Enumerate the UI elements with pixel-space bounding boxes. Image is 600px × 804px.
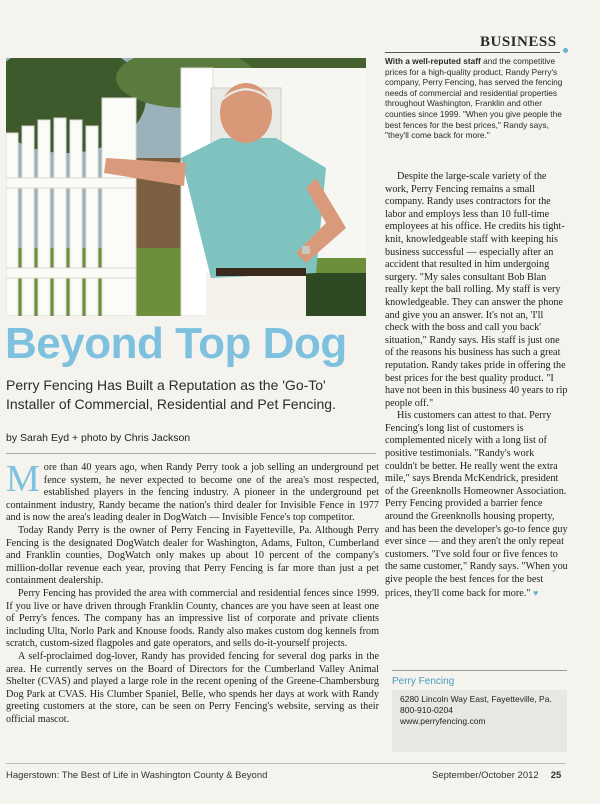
footer-issue: [432, 770, 561, 781]
photo-caption: [385, 56, 565, 141]
info-box: [392, 690, 567, 752]
paragraph: A self-proclaimed dog-lover, Randy has provided fencing for several dog parks in the area. He currently serves on the Board of Directors for the Cumberland Valley Animal Shelter (CVAS) and played a large role in the recent opening of the Greene-Chambersburg Dog Park at CVAS. His Clumber Spaniel, Belle, who spends her days at work with Randy greeting customers at the store, can be seen on Perry Fencing's website, serving as their official mascot.: [6, 650, 379, 725]
section-label: BUSINESS: [480, 34, 557, 50]
article-subhead: Perry Fencing Has Built a Reputation as the 'Go-To' Installer of Commercial, Residential and Pet Fencing.: [6, 377, 336, 412]
section-dot-icon: [563, 48, 568, 53]
info-phone: 800-910-0204: [400, 705, 453, 715]
paragraph: Perry Fencing has provided the area with commercial and residential fences since 1999. If you live or have driven through Franklin County, chances are you have seen at least one of Perry's fences. The company has an impressive list of corporate and private clients including Ulta, Norlo Park and Knouse foods. Randy also makes custom dog kennels from scratch, custom-sized flagpoles and gate operators, and sells do-it-yourself projects.: [6, 587, 379, 650]
info-rule: [392, 670, 567, 671]
footer-rule: [6, 763, 566, 764]
caption-text: and the competitive prices for a high-quality product, Randy Perry's company, Perry Fencing, has served the fencing needs of commercial and residential properties throughout Washington, Franklin and other counties since 1999. "When you give people the best fences for the best prices," Randy says, "they'll come back for more.": [385, 56, 563, 141]
paragraph: [385, 410, 568, 600]
paragraph: [6, 458, 379, 525]
right-column: [385, 171, 568, 600]
info-address: 6280 Lincoln Way East, Fayetteville, Pa.: [400, 694, 552, 704]
info-title: Perry Fencing: [392, 676, 455, 687]
info-website-link[interactable]: www.perryfencing.com: [400, 716, 486, 726]
article-photo: [6, 58, 366, 316]
paragraph: Today Randy Perry is the owner of Perry Fencing in Fayetteville, Pa. Although Perry Fencing is the designated DogWatch dealer for Washington, Adams, Fulton, Cumberland and Franklin counties, DogWatch only makes up about 10 percent of the company's million-dollar revenue each year, proving that Perry Fencing is far more than just a pet containment dealership.: [6, 524, 379, 587]
heart-icon: ♥: [533, 587, 539, 598]
photo-illustration: [6, 58, 366, 316]
article-headline: Beyond Top Dog: [5, 319, 347, 368]
dropcap: M: [6, 458, 40, 500]
page-number: 25: [550, 770, 562, 781]
article-byline: by Sarah Eyd + photo by Chris Jackson: [6, 432, 191, 444]
caption-lead: With a well-reputed staff: [385, 56, 481, 66]
left-column: [6, 458, 379, 726]
footer-issue-date: September/October 2012: [432, 770, 539, 781]
footer-publication: Hagerstown: The Best of Life in Washington County & Beyond: [6, 770, 268, 781]
section-rule: [385, 52, 560, 53]
byline-rule: [6, 453, 376, 454]
paragraph: Despite the large-scale variety of the work, Perry Fencing remains a small company. Randy uses contractors for the labor and employs less than 10 full-time employees at his office. He credits his tight-knit, knowledgeable staff with keeping his business successful — especially after an accident that resulted in him undergoing surgery. "My sales consultant Bob Blan really kept the ball rolling. My staff is very knowledgeable. They can answer the phone and give you an answer. It's not an, 'I'll check with the boss and call you back' situation," Randy says. His staff is just one of the reasons his business has such a great reputation. Randy takes pride in offering the best prices for the best quality product. "I have not been in this business 40 years to rip people off.": [385, 171, 568, 409]
paragraph-text: His customers can attest to that. Perry Fencing's long list of customers is complemented nicely with a long list of positive testimonials. "Randy's work couldn't be better. He really went the extra mile," says Brenda McKendrick, president of the Greenknolls Homeowner Association. Perry Fencing provided a barrier fence around the Greenknolls housing property, and has been the developer's go-to fence guy ever since — and they aren't the only repeat customers. "I've sold four or five fences to the same customer," Randy says. "When you give people the best fences for the best prices, they'll come back for more.": [385, 410, 568, 599]
paragraph-text: ore than 40 years ago, when Randy Perry took a job selling an underground pet fence system, he never expected to become one of the area's most respected, established players in the fencing industry. A pioneer in the underground pet containment industry, Randy became the nation's third dealer for Invisible Fence in 1977 and is now the area's leading dealer in DogWatch — Invisible Fence's top competitor.: [6, 462, 379, 524]
